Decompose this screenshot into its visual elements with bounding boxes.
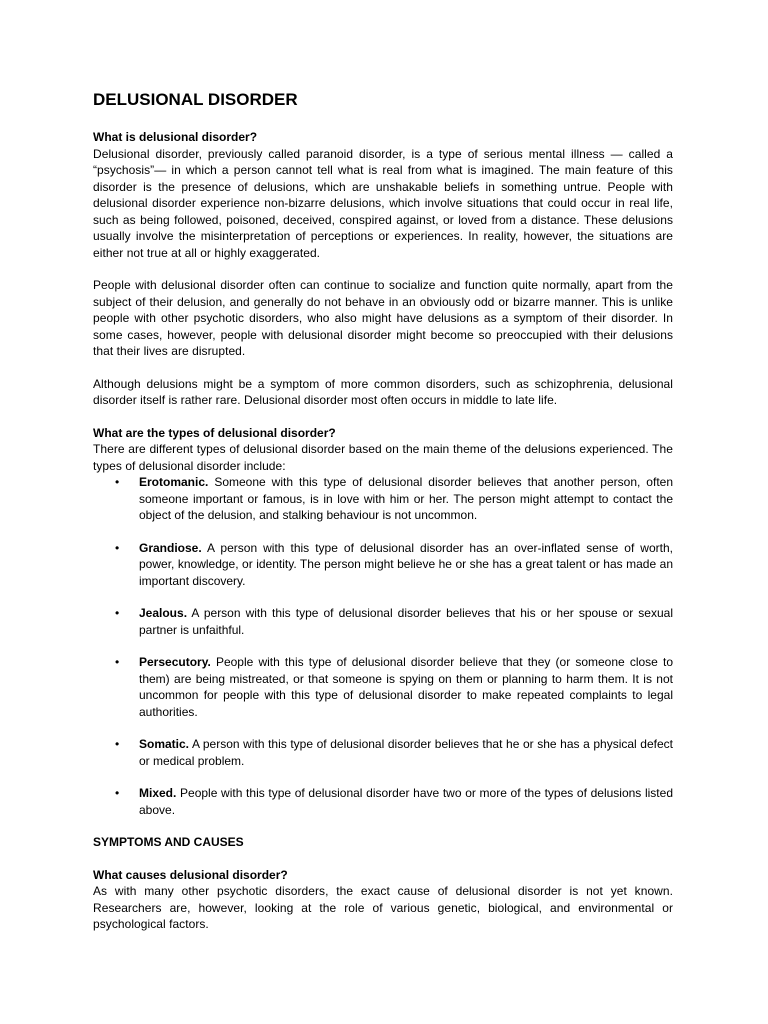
bullet-icon: • <box>115 540 120 555</box>
document-page <box>93 90 673 949</box>
type-description: A person with this type of delusional disorder believes that his or her spouse or sexual partner is unfaithful. <box>139 606 673 637</box>
type-term: Jealous. <box>139 606 188 620</box>
type-term: Mixed. <box>139 786 177 800</box>
type-description: Someone with this type of delusional disorder believes that another person, often someone important or famous, is in love with him or her. The person might attempt to contact the object of the delusion, and stalking behaviour is not uncommon. <box>139 475 673 522</box>
types-intro: There are different types of delusional disorder based on the main theme of the delusions experienced. The types of delusional disorder include: <box>93 442 673 473</box>
list-item <box>93 540 673 590</box>
type-description: People with this type of delusional disorder believe that they (or someone close to them) are being mistreated, or that someone is spying on them or planning to harm them. It is not uncommon for people with this type of delusional disorder to make repeated complaints to legal authorities. <box>139 655 673 719</box>
causes-heading: What causes delusional disorder? <box>93 867 288 882</box>
types-list <box>93 474 673 818</box>
symptoms-section-heading: SYMPTOMS AND CAUSES <box>93 835 244 849</box>
document-title: DELUSIONAL DISORDER <box>93 90 298 109</box>
type-term: Grandiose. <box>139 540 202 555</box>
bullet-icon: • <box>115 475 120 489</box>
causes-paragraph: As with many other psychotic disorders, the exact cause of delusional disorder is not yet known. Researchers are, however, looking at the role of various genetic, biological, and environmental or psychological factors. <box>93 884 673 931</box>
list-item <box>93 605 673 638</box>
type-description: People with this type of delusional disorder have two or more of the types of delusions listed above. <box>139 786 673 817</box>
types-heading: What are the types of delusional disorder? <box>93 425 336 440</box>
what-is-heading: What is delusional disorder? <box>93 130 258 144</box>
type-term: Erotomanic. <box>139 475 209 489</box>
list-item <box>93 654 673 720</box>
type-term: Persecutory. <box>139 655 211 669</box>
bullet-icon: • <box>115 606 120 620</box>
list-item <box>93 736 673 769</box>
what-is-paragraph-2: People with delusional disorder often can continue to socialize and function quite normally, apart from the subject of their delusion, and generally do not behave in an obviously odd or bizarre manner. This is unlike people with other psychotic disorders, who also might have delusions as a symptom of their disorder. In some cases, however, people with delusional disorder might become so preoccupied with their delusions that their lives are disrupted. <box>93 278 673 358</box>
bullet-icon: • <box>115 655 120 669</box>
bullet-icon: • <box>115 786 120 800</box>
bullet-icon: • <box>115 737 120 751</box>
type-description: A person with this type of delusional disorder has an over-inflated sense of worth, power, knowledge, or identity. The person might believe he or she has a great talent or has made an important discovery. <box>139 540 673 588</box>
what-is-paragraph-3: Although delusions might be a symptom of more common disorders, such as schizophrenia, delusional disorder itself is rather rare. Delusional disorder most often occurs in middle to late life. <box>93 376 673 407</box>
list-item <box>93 785 673 818</box>
type-description: A person with this type of delusional disorder believes that he or she has a physical defect or medical problem. <box>139 737 673 768</box>
list-item <box>93 474 673 524</box>
type-term: Somatic. <box>139 737 190 751</box>
what-is-paragraph-1: Delusional disorder, previously called paranoid disorder, is a type of serious mental illness — called a “psychosis”— in which a person cannot tell what is real from what is imagined. The main feature of this disorder is the presence of delusions, which are unshakable beliefs in something untrue. People with delusional disorder experience non-bizarre delusions, which involve situations that could occur in real life, such as being followed, poisoned, deceived, conspired against, or loved from a distance. These delusions usually involve the misinterpretation of perceptions or experiences. In reality, however, the situations are either not true at all or highly exaggerated. <box>93 146 673 260</box>
